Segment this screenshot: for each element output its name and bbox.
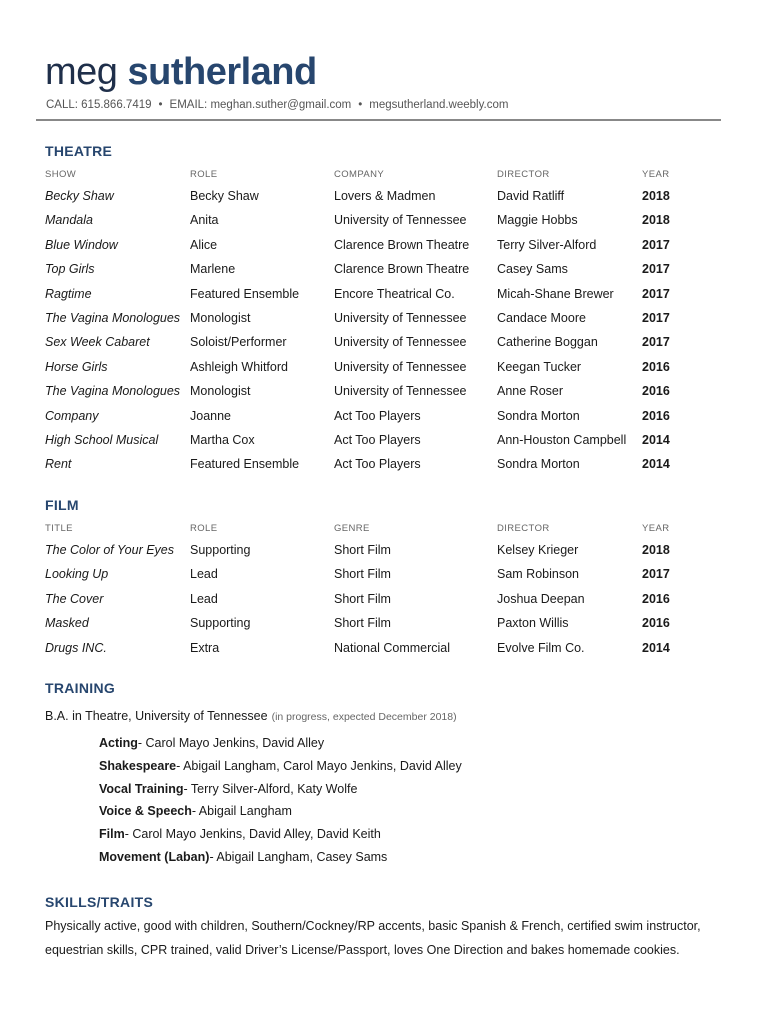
theatre-table	[45, 166, 725, 479]
skills-heading: SKILLS/TRAITS	[45, 894, 154, 910]
first-name: meg	[45, 51, 118, 93]
table-row	[45, 613, 725, 637]
training-instructors: - Carol Mayo Jenkins, David Alley	[137, 736, 325, 750]
company-cell: Clarence Brown Theatre	[334, 262, 470, 277]
title-cell: Horse Girls	[45, 359, 108, 374]
title-cell: Looking Up	[45, 567, 109, 582]
table-row	[45, 564, 725, 588]
training-label: Movement (Laban)	[99, 849, 210, 864]
table-header	[45, 520, 725, 540]
table-row	[45, 589, 725, 613]
company-cell: National Commercial	[334, 640, 451, 655]
role-cell: Ashleigh Whitford	[190, 359, 288, 374]
table-row	[45, 406, 725, 430]
company-cell: Act Too Players	[334, 432, 421, 447]
title-cell: Top Girls	[45, 262, 95, 277]
year-cell: 2014	[642, 432, 670, 447]
film-table	[45, 520, 725, 662]
table-row	[45, 210, 725, 234]
column-header: ROLE	[190, 169, 218, 180]
table-row	[45, 381, 725, 405]
column-header: SHOW	[45, 169, 77, 180]
role-cell: Lead	[190, 591, 218, 606]
company-cell: Short Film	[334, 591, 391, 606]
training-item	[99, 759, 462, 782]
degree: B.A. in Theatre, University of Tennessee	[45, 709, 268, 723]
director-cell: Anne Roser	[497, 384, 564, 399]
year-cell: 2014	[642, 457, 670, 472]
director-cell: Paxton Willis	[497, 616, 569, 631]
director-cell: Micah-Shane Brewer	[497, 286, 614, 301]
separator: •	[158, 99, 163, 111]
year-cell: 2018	[642, 189, 670, 203]
year-cell: 2016	[642, 616, 670, 631]
role-cell: Becky Shaw	[190, 189, 259, 203]
director-cell: Catherine Boggan	[497, 335, 598, 350]
training-instructors: - Abigail Langham	[191, 804, 292, 819]
training-instructors: - Abigail Langham, Carol Mayo Jenkins, David Alley	[176, 758, 462, 773]
company-cell: Encore Theatrical Co.	[334, 286, 455, 301]
training-list	[99, 736, 462, 873]
role-cell: Extra	[190, 640, 220, 655]
role-cell: Lead	[190, 567, 218, 582]
contact-line	[46, 99, 508, 111]
skills-text: Physically active, good with children, Southern/Cockney/RP accents, basic Spanish & French, certified swim instructor, equestrian skills, CPR trained, valid Driver’s License/Passport, loves One Direction and bakes homemade cookies.	[45, 919, 701, 957]
company-cell: University of Tennessee	[334, 213, 467, 228]
table-row	[45, 454, 725, 478]
director-cell: Kelsey Krieger	[497, 543, 579, 557]
company-cell: University of Tennessee	[334, 384, 467, 399]
title-cell: Sex Week Cabaret	[45, 335, 150, 350]
table-row	[45, 540, 725, 564]
title-cell: Company	[45, 408, 99, 423]
table-row	[45, 638, 725, 662]
year-cell: 2014	[642, 640, 670, 655]
company-cell: Act Too Players	[334, 457, 421, 472]
column-header: TITLE	[45, 523, 73, 534]
director-cell: Sam Robinson	[497, 567, 579, 582]
title-cell: Becky Shaw	[45, 189, 114, 203]
director-cell: Sondra Morton	[497, 408, 580, 423]
column-header: DIRECTOR	[497, 523, 550, 534]
header-divider	[36, 119, 721, 121]
column-header: GENRE	[334, 523, 370, 534]
role-cell: Supporting	[190, 616, 251, 631]
training-item	[99, 736, 462, 759]
year-cell: 2017	[642, 310, 670, 325]
year-cell: 2017	[642, 237, 670, 252]
title-cell: Rent	[45, 457, 72, 472]
title-cell: Blue Window	[45, 237, 118, 252]
year-cell: 2018	[642, 543, 670, 557]
year-cell: 2016	[642, 359, 670, 374]
company-cell: Short Film	[334, 616, 391, 631]
year-cell: 2017	[642, 262, 670, 277]
company-cell: Clarence Brown Theatre	[334, 237, 470, 252]
director-cell: Maggie Hobbs	[497, 213, 578, 228]
role-cell: Anita	[190, 213, 219, 228]
role-cell: Monologist	[190, 384, 251, 399]
year-cell: 2018	[642, 213, 670, 228]
theatre-rows	[45, 186, 725, 479]
company-cell: University of Tennessee	[334, 310, 467, 325]
training-item	[99, 827, 462, 850]
title-cell: Masked	[45, 616, 89, 631]
table-row	[45, 259, 725, 283]
column-header: YEAR	[642, 169, 670, 180]
theatre-heading: THEATRE	[45, 143, 113, 159]
year-cell: 2016	[642, 408, 670, 423]
year-cell: 2016	[642, 591, 670, 606]
year-cell: 2017	[642, 335, 670, 350]
column-header: YEAR	[642, 523, 670, 534]
role-cell: Joanne	[190, 408, 232, 423]
role-cell: Supporting	[190, 543, 251, 557]
role-cell: Alice	[190, 237, 218, 252]
table-row	[45, 308, 725, 332]
last-name: sutherland	[127, 51, 317, 93]
company-cell: University of Tennessee	[334, 359, 467, 374]
company-cell: Short Film	[334, 543, 391, 557]
training-label: Acting	[99, 736, 138, 750]
director-cell: David Ratliff	[497, 189, 565, 203]
director-cell: Terry Silver-Alford	[497, 237, 597, 252]
role-cell: Featured Ensemble	[190, 457, 300, 472]
director-cell: Evolve Film Co.	[497, 640, 585, 655]
film-rows	[45, 540, 725, 662]
year-cell: 2016	[642, 384, 670, 399]
director-cell: Keegan Tucker	[497, 359, 582, 374]
training-label: Voice & Speech	[99, 804, 192, 819]
table-row	[45, 357, 725, 381]
name-heading	[45, 48, 317, 96]
title-cell: The Vagina Monologues	[45, 384, 181, 399]
role-cell: Featured Ensemble	[190, 286, 300, 301]
training-label: Vocal Training	[99, 781, 184, 796]
training-item	[99, 850, 462, 873]
training-instructors: - Terry Silver-Alford, Katy Wolfe	[183, 781, 358, 796]
role-cell: Martha Cox	[190, 432, 255, 447]
company-cell: Lovers & Madmen	[334, 189, 436, 203]
column-header: ROLE	[190, 523, 218, 534]
training-label: Shakespeare	[99, 758, 177, 773]
degree-note: (in progress, expected December 2018)	[271, 711, 457, 723]
column-header: COMPANY	[334, 169, 385, 180]
director-cell: Ann-Houston Campbell	[497, 432, 627, 447]
column-header: DIRECTOR	[497, 169, 550, 180]
title-cell: High School Musical	[45, 432, 159, 447]
training-item	[99, 782, 462, 805]
title-cell: The Cover	[45, 591, 104, 606]
role-cell: Monologist	[190, 310, 251, 325]
phone: CALL: 615.866.7419	[46, 99, 152, 111]
website-link[interactable]: megsutherland.weebly.com	[369, 99, 509, 111]
table-row	[45, 430, 725, 454]
director-cell: Candace Moore	[497, 310, 586, 325]
table-row	[45, 284, 725, 308]
degree-line	[45, 709, 457, 723]
title-cell: Mandala	[45, 213, 93, 228]
title-cell: The Vagina Monologues	[45, 310, 181, 325]
training-item	[99, 804, 462, 827]
title-cell: Ragtime	[45, 286, 92, 301]
film-heading: FILM	[45, 497, 79, 513]
company-cell: University of Tennessee	[334, 335, 467, 350]
table-row	[45, 235, 725, 259]
director-cell: Casey Sams	[497, 262, 568, 277]
table-row	[45, 186, 725, 210]
role-cell: Soloist/Performer	[190, 335, 287, 350]
company-cell: Short Film	[334, 567, 391, 582]
table-row	[45, 332, 725, 356]
title-cell: The Color of Your Eyes	[45, 543, 175, 557]
training-heading: TRAINING	[45, 680, 116, 696]
email: EMAIL: meghan.suther@gmail.com	[169, 99, 352, 111]
director-cell: Joshua Deepan	[497, 591, 585, 606]
company-cell: Act Too Players	[334, 408, 421, 423]
director-cell: Sondra Morton	[497, 457, 580, 472]
title-cell: Drugs INC.	[45, 640, 107, 655]
role-cell: Marlene	[190, 262, 236, 277]
year-cell: 2017	[642, 286, 670, 301]
table-header	[45, 166, 725, 186]
training-label: Film	[99, 827, 125, 842]
year-cell: 2017	[642, 567, 670, 582]
training-instructors: - Abigail Langham, Casey Sams	[209, 849, 388, 864]
training-instructors: - Carol Mayo Jenkins, David Alley, David Keith	[124, 827, 381, 842]
separator: •	[358, 99, 363, 111]
